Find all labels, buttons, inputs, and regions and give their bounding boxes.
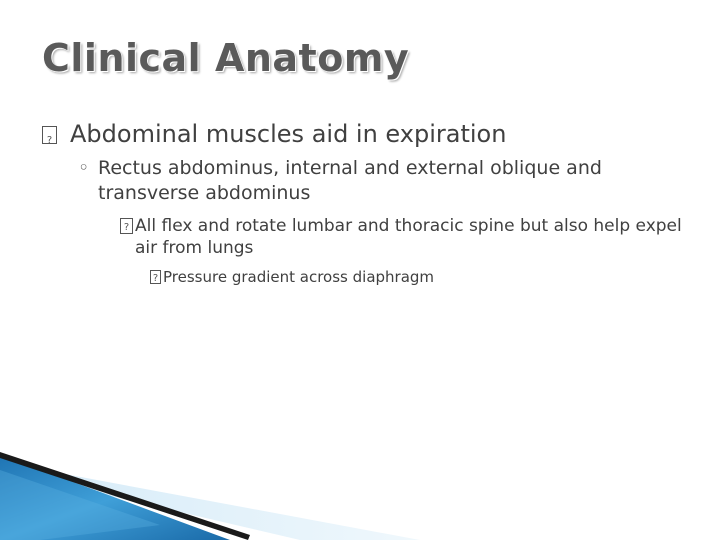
missing-glyph-icon: [150, 270, 161, 284]
missing-glyph-icon: [42, 126, 57, 144]
bullet-level4-text: Pressure gradient across diaphragm: [163, 268, 435, 286]
bullet-level3-text: All flex and rotate lumbar and thoracic spine but also help expel air from lungs: [135, 216, 682, 258]
bullet-level2-text: Rectus abdominus, internal and external oblique and transverse abdominus: [98, 157, 602, 204]
bullet-level3: [120, 215, 700, 259]
slide-title: Clinical Anatomy: [42, 36, 410, 80]
bullet-level4: [150, 267, 670, 287]
bullet-marker-level2: ◦: [78, 157, 90, 179]
bullet-level1-text: Abdominal muscles aid in expiration: [70, 120, 507, 148]
bullet-marker-level1: [42, 118, 66, 155]
bullet-level2: [78, 156, 678, 206]
bullet-level1: [42, 118, 506, 155]
missing-glyph-icon: [120, 218, 133, 234]
